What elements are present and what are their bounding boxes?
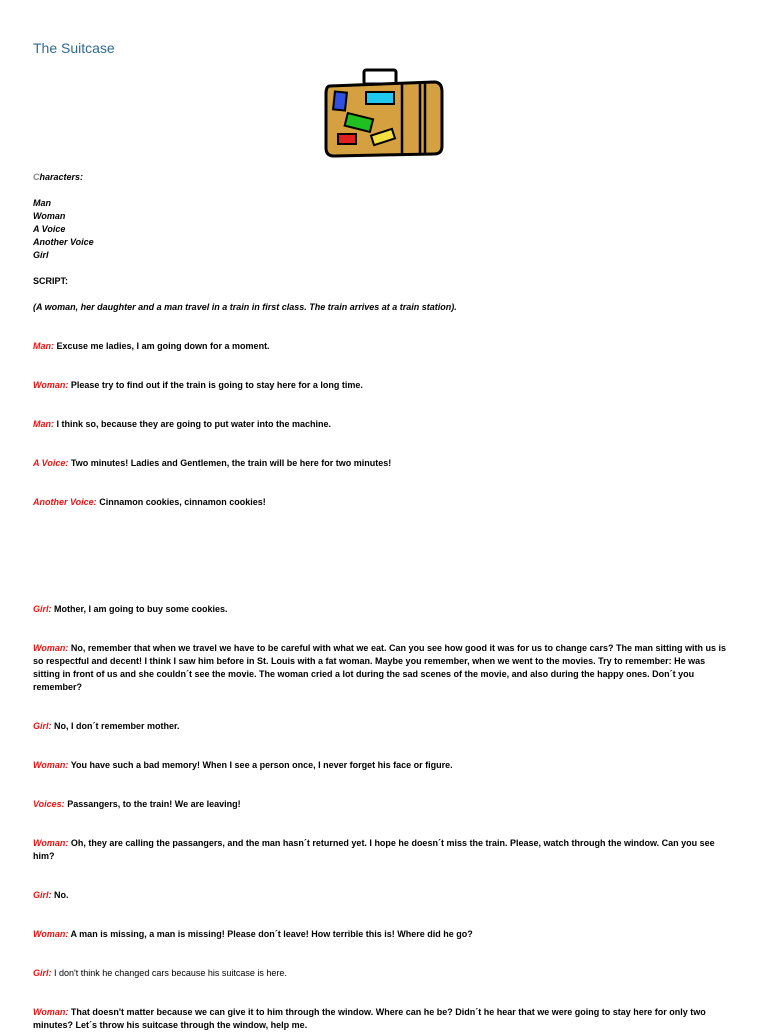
dialogue-line [33, 967, 733, 980]
script-heading: SCRIPT: [33, 276, 69, 286]
document-title: The Suitcase [33, 40, 115, 56]
speaker-name: Woman: [33, 380, 69, 390]
line-text: Excuse me ladies, I am going down for a moment. [56, 341, 270, 351]
dialogue-line [33, 889, 733, 902]
suitcase-illustration [322, 68, 448, 165]
stage-direction: (A woman, her daughter and a man travel in a train in first class. The train arrives at a train station). [33, 302, 457, 312]
character-item: Another Voice [33, 237, 94, 247]
speaker-name: Girl: [33, 890, 52, 900]
suitcase-icon [322, 68, 448, 160]
line-text: That doesn't matter because we can give it to him through the window. Where can he be? Didn´t he hear that we were going to stay here for only two minutes? Let´s throw his suitcase through the window, help me. [33, 1007, 706, 1030]
dialogue-line [33, 1006, 733, 1032]
line-text: Mother, I am going to buy some cookies. [54, 604, 228, 614]
line-text: No, I don´t remember mother. [54, 721, 180, 731]
dialogue-line [33, 418, 733, 431]
speaker-name: Man: [33, 419, 54, 429]
dialogue-line [33, 720, 733, 733]
line-text: No, remember that when we travel we have to be careful with what we eat. Can you see how good it was for us to change cars? The man sitting with us is so respectful and decent! I think I saw him before in St. Louis with a fat woman. Maybe you remember, when we went to the movies. Try to remember: He was sitting in front of us and she couldn´t see the movie. The woman cried a lot during the sad scenes of the movie, and also during the happy ones. Don´t you remember? [33, 643, 726, 692]
line-text: Two minutes! Ladies and Gentlemen, the train will be here for two minutes! [70, 458, 392, 468]
line-text: Oh, they are calling the passangers, and the man hasn´t returned yet. I hope he doesn´t miss the train. Please, watch through the window. Can you see him? [33, 838, 715, 861]
dialogue-line [33, 759, 733, 772]
character-item: Girl [33, 250, 49, 260]
dialogue-line [33, 603, 733, 616]
line-text: You have such a bad memory! When I see a person once, I never forget his face or figure. [70, 760, 453, 770]
dialogue-line [33, 496, 733, 509]
speaker-name: Woman: [33, 929, 69, 939]
line-text: I don't think he changed cars because his suitcase is here. [54, 968, 287, 978]
speaker-name: Another Voice: [33, 497, 97, 507]
line-text: Cinnamon cookies, cinnamon cookies! [99, 497, 266, 507]
speaker-name: Voices: [33, 799, 65, 809]
speaker-name: A Voice: [33, 458, 69, 468]
speaker-name: Woman: [33, 838, 69, 848]
line-text: I think so, because they are going to put water into the machine. [56, 419, 332, 429]
dialogue-line [33, 457, 733, 470]
character-item: A Voice [33, 224, 66, 234]
line-text: No. [54, 890, 69, 900]
character-item: Man [33, 198, 51, 208]
line-text: A man is missing, a man is missing! Please don´t leave! How terrible this is! Where did he go? [70, 929, 473, 939]
speaker-name: Woman: [33, 760, 69, 770]
speaker-name: Girl: [33, 604, 52, 614]
dialogue-line [33, 340, 733, 353]
speaker-name: Woman: [33, 1007, 69, 1017]
speaker-name: Woman: [33, 643, 69, 653]
dialogue-line [33, 837, 733, 863]
speaker-name: Girl: [33, 968, 52, 978]
speaker-name: Girl: [33, 721, 52, 731]
characters-heading: Characters: [33, 172, 84, 182]
characters-list [33, 197, 733, 262]
character-item: Woman [33, 211, 66, 221]
line-text: Please try to find out if the train is going to stay here for a long time. [70, 380, 363, 390]
dialogue-line [33, 798, 733, 811]
dialogue-line [33, 379, 733, 392]
dialogue-line [33, 928, 733, 941]
dialogue-line [33, 642, 733, 694]
line-text: Passangers, to the train! We are leaving! [67, 799, 241, 809]
speaker-name: Man: [33, 341, 54, 351]
